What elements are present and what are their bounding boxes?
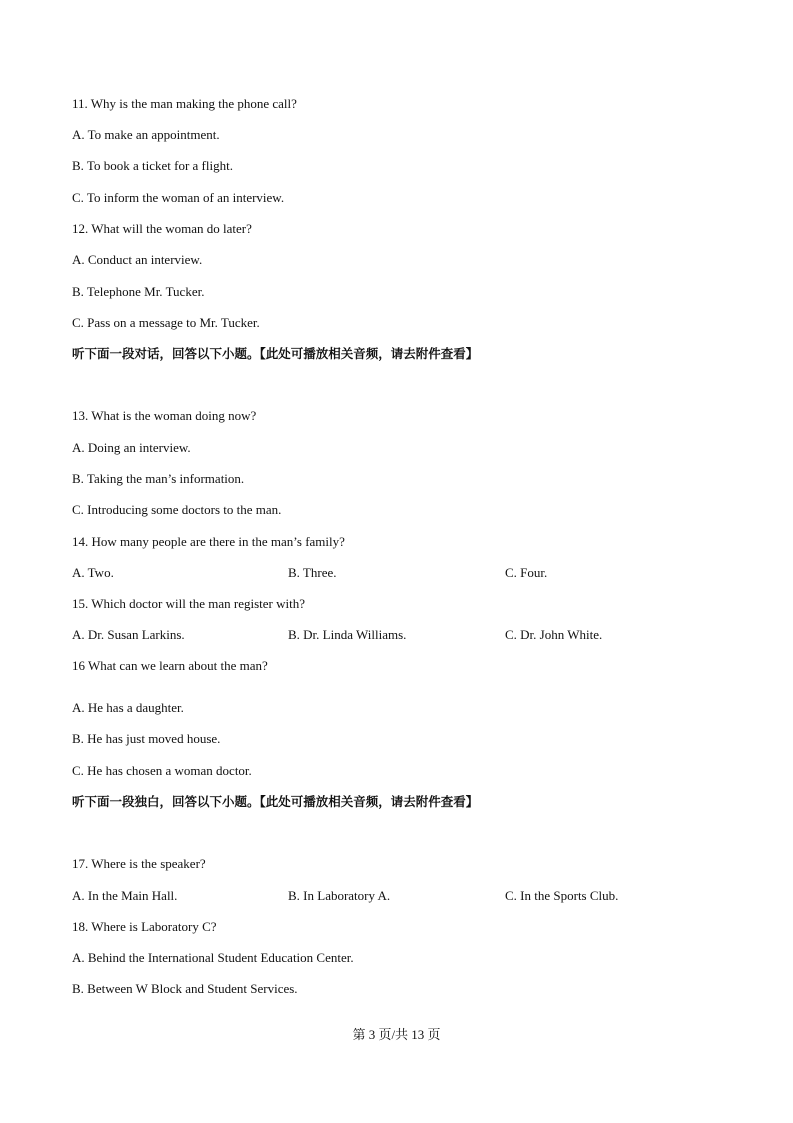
option-14-c: C. Four. xyxy=(505,565,548,580)
question-17: 17. Where is the speaker? xyxy=(72,856,206,871)
option-17-b: B. In Laboratory A. xyxy=(288,888,391,903)
option-13-c: C. Introducing some doctors to the man. xyxy=(72,502,282,517)
listening-instruction-dialogue: 听下面一段对话，回答以下小题。【此处可播放相关音频，请去附件查看】 xyxy=(72,346,479,361)
option-12-a: A. Conduct an interview. xyxy=(72,252,203,267)
listening-instruction-monologue: 听下面一段独白，回答以下小题。【此处可播放相关音频，请去附件查看】 xyxy=(72,794,479,809)
option-16-c: C. He has chosen a woman doctor. xyxy=(72,763,252,778)
option-17-a: A. In the Main Hall. xyxy=(72,888,178,903)
option-17-c: C. In the Sports Club. xyxy=(505,888,619,903)
option-13-a: A. Doing an interview. xyxy=(72,440,191,455)
question-11: 11. Why is the man making the phone call? xyxy=(72,96,297,111)
option-15-b: B. Dr. Linda Williams. xyxy=(288,627,407,642)
option-13-b: B. Taking the man’s information. xyxy=(72,471,245,486)
option-16-a: A. He has a daughter. xyxy=(72,700,184,715)
option-14-b: B. Three. xyxy=(288,565,337,580)
option-15-a: A. Dr. Susan Larkins. xyxy=(72,627,185,642)
option-18-a: A. Behind the International Student Education Center. xyxy=(72,950,354,965)
option-12-b: B. Telephone Mr. Tucker. xyxy=(72,284,205,299)
page-number-footer: 第 3 页/共 13 页 xyxy=(352,1027,441,1042)
question-13: 13. What is the woman doing now? xyxy=(72,408,257,423)
option-14-a: A. Two. xyxy=(72,565,114,580)
question-18: 18. Where is Laboratory C? xyxy=(72,919,217,934)
question-16: 16 What can we learn about the man? xyxy=(72,658,268,673)
question-12: 12. What will the woman do later? xyxy=(72,221,252,236)
option-11-a: A. To make an appointment. xyxy=(72,127,220,142)
option-11-c: C. To inform the woman of an interview. xyxy=(72,190,285,205)
option-15-c: C. Dr. John White. xyxy=(505,627,603,642)
option-11-b: B. To book a ticket for a flight. xyxy=(72,158,233,173)
option-12-c: C. Pass on a message to Mr. Tucker. xyxy=(72,315,260,330)
option-18-b: B. Between W Block and Student Services. xyxy=(72,981,298,996)
option-16-b: B. He has just moved house. xyxy=(72,731,221,746)
question-14: 14. How many people are there in the man’s family? xyxy=(72,534,345,549)
question-15: 15. Which doctor will the man register with? xyxy=(72,596,305,611)
